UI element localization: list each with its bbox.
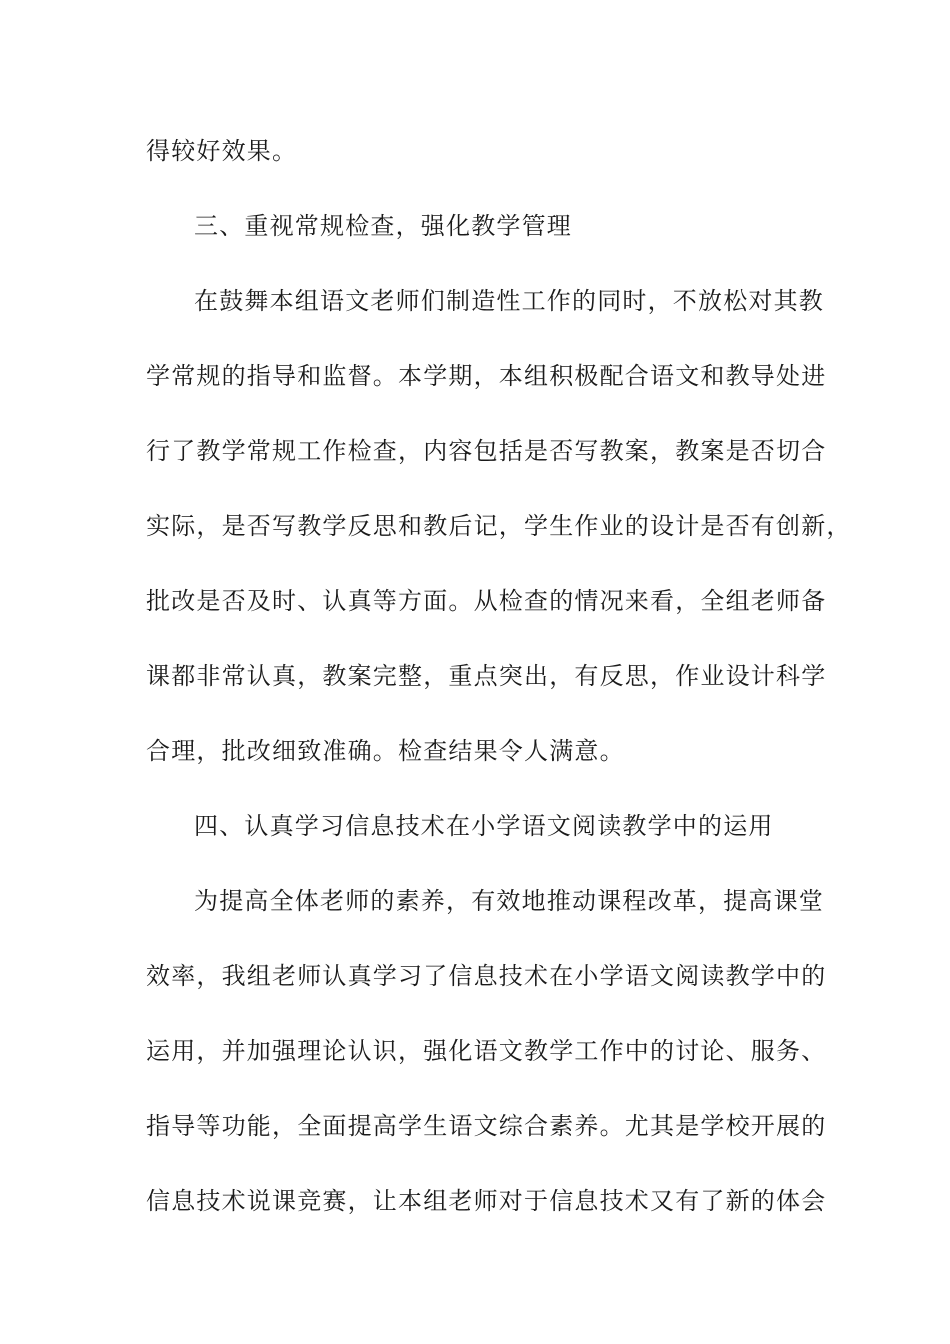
body-text-line: 指导等功能，全面提高学生语文综合素养。尤其是学校开展的: [146, 1112, 827, 1140]
body-text-line: 得较好效果。: [146, 137, 298, 165]
body-text-line: 行了教学常规工作检查，内容包括是否写教案，教案是否切合: [146, 437, 827, 465]
body-text-line: 效率，我组老师认真学习了信息技术在小学语文阅读教学中的: [146, 962, 827, 990]
body-text-line: 在鼓舞本组语文老师们制造性工作的同时，不放松对其教: [194, 287, 824, 315]
body-text-line: 信息技术说课竞赛，让本组老师对于信息技术又有了新的体会: [146, 1187, 827, 1215]
body-text-line: 为提高全体老师的素养，有效地推动课程改革，提高课堂: [194, 887, 824, 915]
section-heading-4: 四、认真学习信息技术在小学语文阅读教学中的运用: [194, 812, 774, 840]
body-text-line: 合理，批改细致准确。检查结果令人满意。: [146, 737, 625, 765]
body-text-line: 批改是否及时、认真等方面。从检查的情况来看，全组老师备: [146, 587, 827, 615]
section-heading-3: 三、重视常规检查，强化教学管理: [194, 212, 572, 240]
body-text-line: 运用，并加强理论认识，强化语文教学工作中的讨论、服务、: [146, 1037, 827, 1065]
body-text-line: 实际，是否写教学反思和教后记，学生作业的设计是否有创新，: [146, 512, 852, 540]
body-text-line: 课都非常认真，教案完整，重点突出，有反思，作业设计科学: [146, 662, 827, 690]
body-text-line: 学常规的指导和监督。本学期，本组积极配合语文和教导处进: [146, 362, 827, 390]
